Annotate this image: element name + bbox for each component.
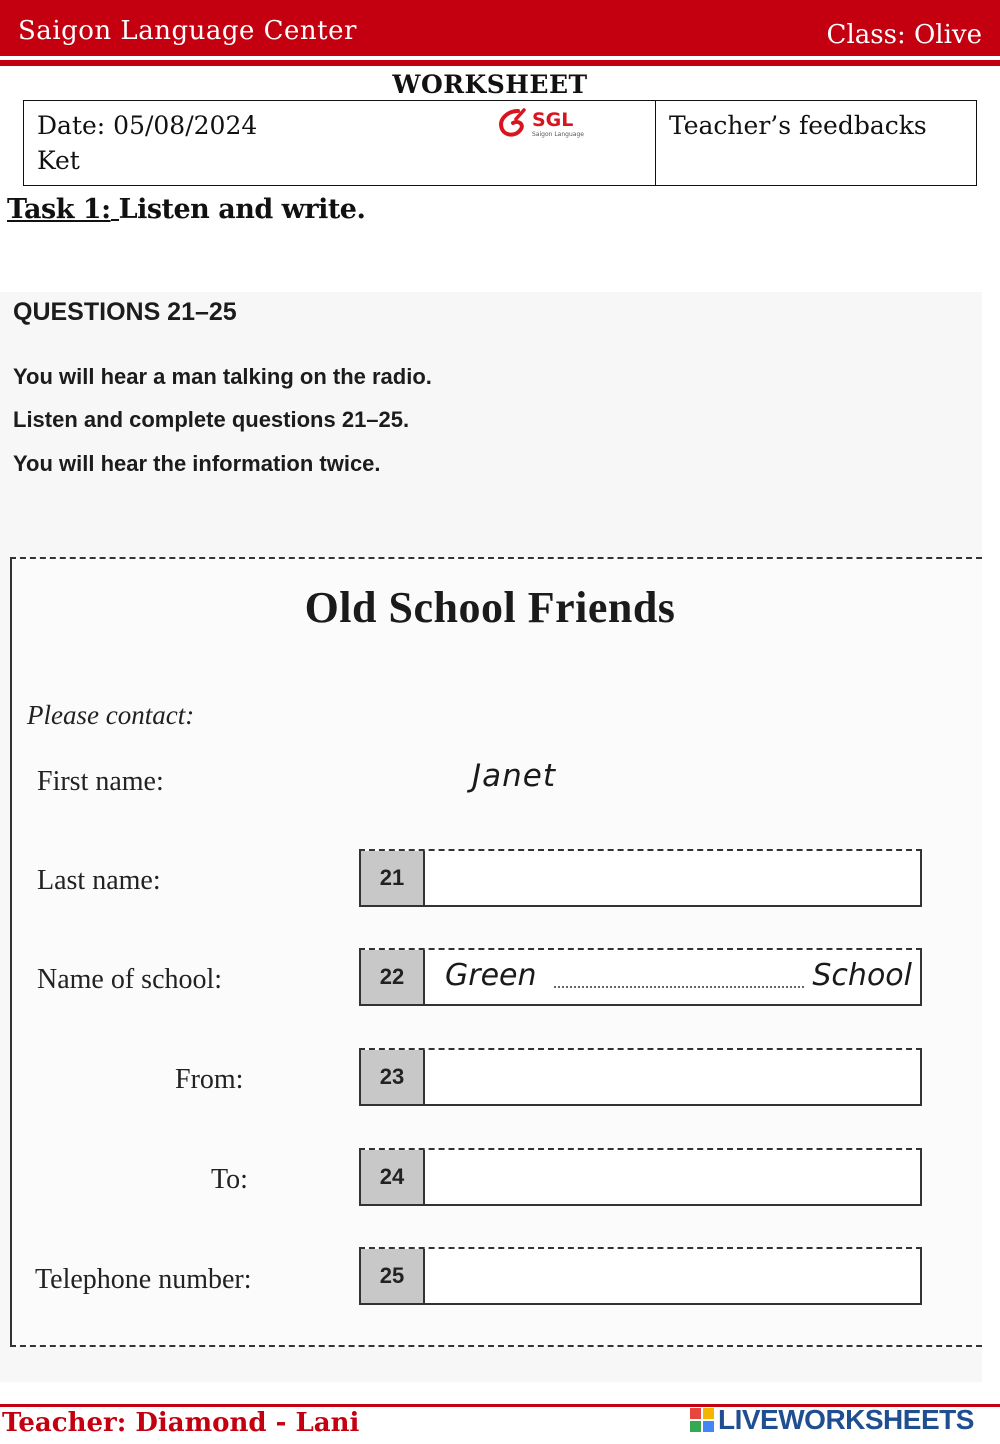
question-number: 24 [361,1150,425,1204]
please-contact-label: Please contact: [27,700,195,730]
answer-row-24 [359,1148,922,1206]
logo-subtext: Saigon Language [532,131,584,138]
answer-24-input[interactable] [427,1150,920,1204]
sgl-swirl-icon [494,107,530,141]
first-name-label: First name: [37,766,164,797]
info-box [23,100,977,186]
last-name-label: Last name: [37,865,161,896]
form-title: Old School Friends [304,583,676,632]
question-number: 25 [361,1249,425,1303]
answer-row-25 [359,1247,922,1305]
task-instruction: Listen and write. [118,194,366,225]
worksheet-title: WORKSHEET [392,70,588,99]
center-name: Saigon Language Center [18,16,357,46]
question-number: 22 [361,950,425,1004]
instruction-line: Listen and complete questions 21–25. [13,407,410,432]
liveworksheets-logo [690,1404,974,1436]
task-number: Task 1: [7,194,111,225]
exercise-scan [0,292,982,1382]
sgl-logo [494,107,594,143]
school-prefix: Green [445,958,537,993]
answer-21-input[interactable] [427,851,920,905]
to-label: To: [211,1164,248,1195]
school-suffix: School [812,958,912,993]
teacher-name: Teacher: Diamond - Lani [2,1408,360,1438]
questions-heading: QUESTIONS 21–25 [13,298,237,326]
answer-dotted-line [554,986,804,988]
question-number: 23 [361,1050,425,1104]
instruction-line: You will hear a man talking on the radio. [13,364,432,389]
liveworksheets-icon [690,1408,714,1432]
liveworksheets-text: LIVEWORKSHEETS [718,1404,974,1435]
answer-row-23 [359,1048,922,1106]
telephone-label: Telephone number: [35,1264,252,1295]
answer-23-input[interactable] [427,1050,920,1104]
level-text: Ket [37,146,80,175]
info-left-cell [24,101,656,185]
answer-row-21 [359,849,922,907]
question-number: 21 [361,851,425,905]
task-underline [111,197,119,221]
header-bar [0,0,1000,56]
task-title [7,194,365,225]
header-divider [0,60,1000,66]
school-name-label: Name of school: [37,964,223,995]
teacher-feedback-label: Teacher’s feedbacks [669,111,927,140]
logo-text: SGL [532,109,574,131]
answer-22-input[interactable] [546,950,811,1004]
first-name-value: Janet [472,758,557,794]
answer-row-22 [359,948,922,1006]
instruction-line: You will hear the information twice. [13,451,381,476]
date-text: Date: 05/08/2024 [37,111,258,140]
class-label: Class: Olive [826,20,982,50]
from-label: From: [175,1064,244,1095]
answer-25-input[interactable] [427,1249,920,1303]
